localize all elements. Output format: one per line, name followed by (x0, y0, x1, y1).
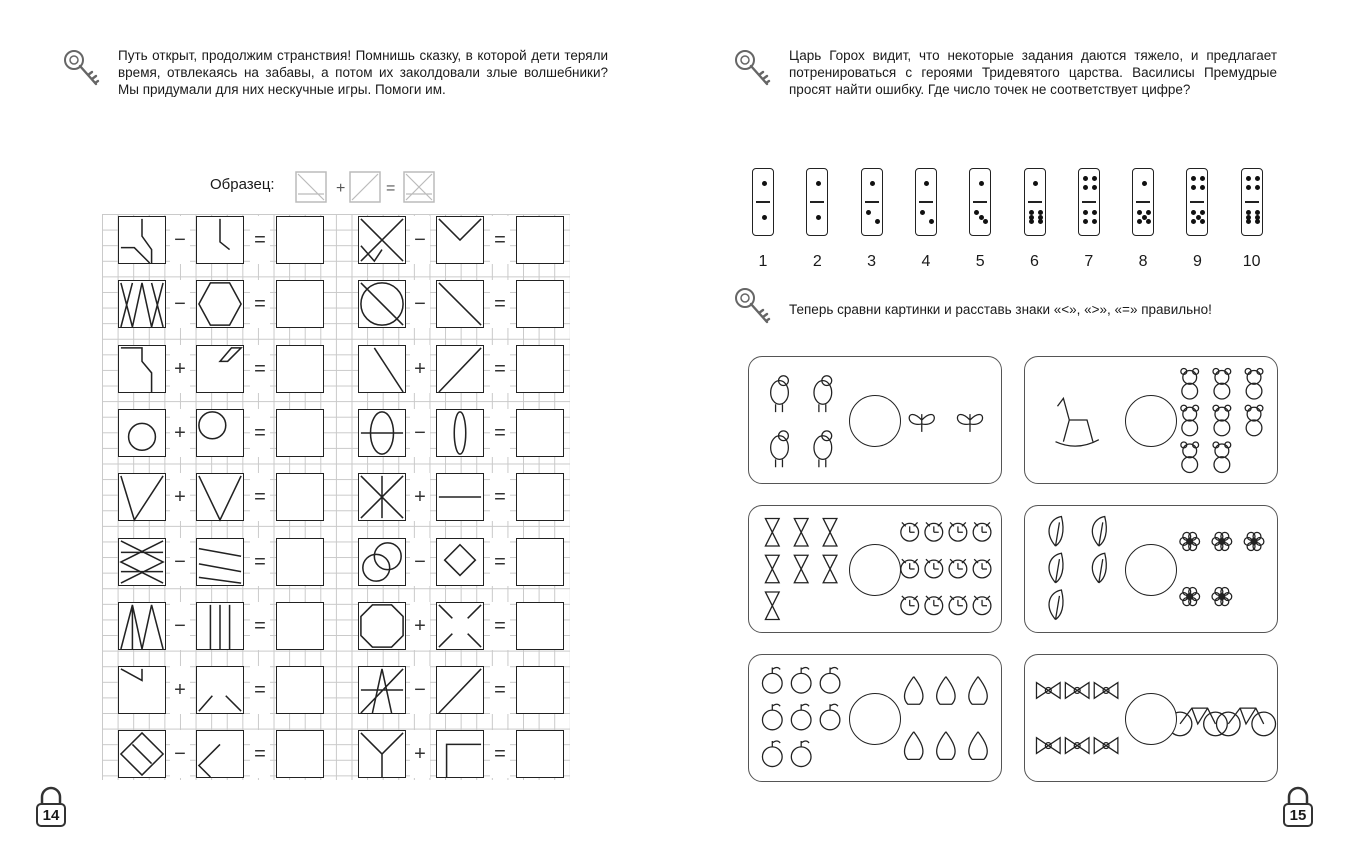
sample-row (210, 170, 470, 204)
puzzle-figure-b (196, 216, 244, 264)
bows-group (1036, 683, 1117, 754)
butterflies-group (909, 414, 982, 432)
puzzle-figure-a (358, 409, 406, 457)
key-icon (733, 286, 773, 330)
domino-number: 1 (758, 253, 768, 270)
puzzle-figure-b (436, 216, 484, 264)
puzzle-figure-b (436, 409, 484, 457)
puzzle-equals: = (490, 730, 510, 778)
puzzle-operator: + (170, 473, 190, 521)
comparison-sign-circle[interactable] (1125, 395, 1177, 447)
leaves-group (1049, 517, 1106, 620)
puzzle-answer-box (276, 602, 324, 650)
puzzle-figure-a (358, 473, 406, 521)
domino-tile (969, 168, 991, 236)
puzzle-equals: = (490, 602, 510, 650)
puzzle-operator: − (410, 538, 430, 586)
puzzle-figure-a (358, 730, 406, 778)
puzzle-operator: − (410, 280, 430, 328)
puzzle-figure-a (118, 538, 166, 586)
puzzle-operator: + (170, 345, 190, 393)
page-number-left: 14 (42, 807, 60, 824)
puzzle-figure-b (196, 730, 244, 778)
puzzle-figure-a (118, 666, 166, 714)
puzzle-figure-a (118, 730, 166, 778)
key-icon (733, 48, 773, 92)
puzzle-equals: = (250, 345, 270, 393)
pears-group (904, 677, 987, 760)
alarm-clocks-group (901, 522, 991, 614)
puzzle-figure-a (358, 666, 406, 714)
domino-number: 9 (1192, 253, 1202, 270)
puzzle-equals: = (250, 602, 270, 650)
puzzle-answer-box (276, 538, 324, 586)
puzzle-answer-box (276, 730, 324, 778)
flowers-group (1180, 532, 1264, 605)
puzzle-operator: + (410, 345, 430, 393)
domino-number: 3 (867, 253, 877, 270)
svg-text:+: + (336, 180, 346, 197)
intro-text: Путь открыт, продолжим странствия! Помнишь сказку, в которой дети теряли время, отвлекаясь на забавы, а потом их заколдовали злые волшебники? Мы придумали для них нескучные игры. Помоги им. (118, 48, 608, 97)
compare-card (1024, 654, 1278, 782)
puzzle-answer-box (516, 602, 564, 650)
puzzle-figure-b (196, 666, 244, 714)
domino-number: 10 (1242, 253, 1261, 270)
puzzle-answer-box (276, 473, 324, 521)
puzzle-figure-b (196, 538, 244, 586)
puzzle-equals: = (490, 666, 510, 714)
puzzle-figure-a (118, 473, 166, 521)
domino-number: 8 (1138, 253, 1148, 270)
puzzle-figure-a (358, 602, 406, 650)
puzzle-figure-a (118, 345, 166, 393)
puzzle-answer-box (516, 730, 564, 778)
puzzle-answer-box (516, 280, 564, 328)
compare-card (748, 654, 1002, 782)
puzzle-equals: = (490, 216, 510, 264)
puzzle-answer-box (516, 345, 564, 393)
puzzle-figure-b (436, 730, 484, 778)
puzzle-operator: − (170, 538, 190, 586)
domino-number: 2 (812, 253, 822, 270)
puzzle-answer-box (516, 666, 564, 714)
puzzle-equals: = (250, 538, 270, 586)
puzzle-answer-box (516, 473, 564, 521)
compare-card (748, 505, 1002, 633)
domino-number: 7 (1084, 253, 1094, 270)
comparison-sign-circle[interactable] (849, 544, 901, 596)
domino-number: 6 (1030, 253, 1039, 270)
puzzle-figure-b (436, 473, 484, 521)
puzzle-figure-b (436, 538, 484, 586)
puzzle-answer-box (276, 216, 324, 264)
puzzle-figure-a (358, 216, 406, 264)
puzzle-figure-b (196, 473, 244, 521)
compare-task-text: Теперь сравни картинки и расставь знаки «<», «>», «=» правильно! (789, 302, 1212, 317)
puzzle-figure-a (118, 409, 166, 457)
puzzle-figure-a (118, 280, 166, 328)
puzzle-answer-box (276, 409, 324, 457)
puzzle-operator: − (170, 730, 190, 778)
puzzle-operator: + (170, 666, 190, 714)
puzzle-equals: = (490, 473, 510, 521)
puzzle-equals: = (490, 538, 510, 586)
compare-card (1024, 356, 1278, 484)
domino-tile (915, 168, 937, 236)
sample-label: Образец: (210, 176, 275, 193)
puzzle-figure-a (358, 345, 406, 393)
puzzle-answer-box (276, 666, 324, 714)
compare-card (748, 356, 1002, 484)
teddy-bears-group (1181, 368, 1263, 472)
puzzle-operator: + (410, 730, 430, 778)
domino-tile (1024, 168, 1046, 236)
puzzle-figure-a (358, 280, 406, 328)
comparison-sign-circle[interactable] (849, 693, 901, 745)
puzzle-figure-b (436, 666, 484, 714)
puzzle-operator: − (170, 216, 190, 264)
birds-group (771, 376, 832, 468)
puzzle-figure-b (196, 602, 244, 650)
rocking-horse-group (1056, 398, 1099, 446)
domino-tile (1241, 168, 1263, 236)
puzzle-equals: = (490, 280, 510, 328)
puzzle-operator: + (410, 473, 430, 521)
puzzle-figure-b (436, 345, 484, 393)
puzzle-equals: = (250, 409, 270, 457)
puzzle-operator: + (170, 409, 190, 457)
domino-tile (806, 168, 828, 236)
domino-task-text: Царь Горох видит, что некоторые задания даются тяжело, и предлагает потренироваться с героями Тридевятого царства. Василисы Премудрые просят найти ошибку. Где число точек не соответствует цифре? (789, 48, 1277, 97)
puzzle-answer-box (516, 216, 564, 264)
domino-tile (1186, 168, 1208, 236)
domino-tile (752, 168, 774, 236)
puzzle-operator: − (170, 602, 190, 650)
comparison-sign-circle[interactable] (1125, 544, 1177, 596)
puzzle-equals: = (490, 345, 510, 393)
puzzle-answer-box (516, 409, 564, 457)
puzzle-operator: − (410, 216, 430, 264)
bicycles-group (1168, 708, 1275, 736)
puzzle-answer-box (276, 345, 324, 393)
puzzle-equals: = (250, 473, 270, 521)
puzzle-answer-box (276, 280, 324, 328)
puzzle-figure-a (358, 538, 406, 586)
puzzle-answer-box (516, 538, 564, 586)
svg-text:=: = (386, 180, 396, 197)
puzzle-figure-a (118, 216, 166, 264)
puzzle-operator: + (410, 602, 430, 650)
puzzle-equals: = (250, 216, 270, 264)
puzzle-equals: = (490, 409, 510, 457)
puzzle-figure-b (436, 602, 484, 650)
puzzle-operator: − (410, 409, 430, 457)
puzzle-figure-b (436, 280, 484, 328)
compare-card (1024, 505, 1278, 633)
comparison-sign-circle[interactable] (1125, 693, 1177, 745)
puzzle-equals: = (250, 730, 270, 778)
apples-group (762, 667, 839, 766)
puzzle-figure-b (196, 280, 244, 328)
puzzle-figure-b (196, 345, 244, 393)
comparison-sign-circle[interactable] (849, 395, 901, 447)
domino-number: 5 (975, 253, 985, 270)
puzzle-equals: = (250, 280, 270, 328)
puzzle-operator: − (410, 666, 430, 714)
sample-figures (294, 170, 464, 204)
domino-tile (1078, 168, 1100, 236)
page-number-right: 15 (1289, 807, 1307, 824)
puzzle-equals: = (250, 666, 270, 714)
puzzle-operator: − (170, 280, 190, 328)
domino-tile (1132, 168, 1154, 236)
key-icon (62, 48, 102, 92)
domino-number: 4 (921, 253, 931, 270)
puzzle-figure-a (118, 602, 166, 650)
hourglasses-group (765, 518, 837, 619)
domino-tile (861, 168, 883, 236)
puzzle-figure-b (196, 409, 244, 457)
